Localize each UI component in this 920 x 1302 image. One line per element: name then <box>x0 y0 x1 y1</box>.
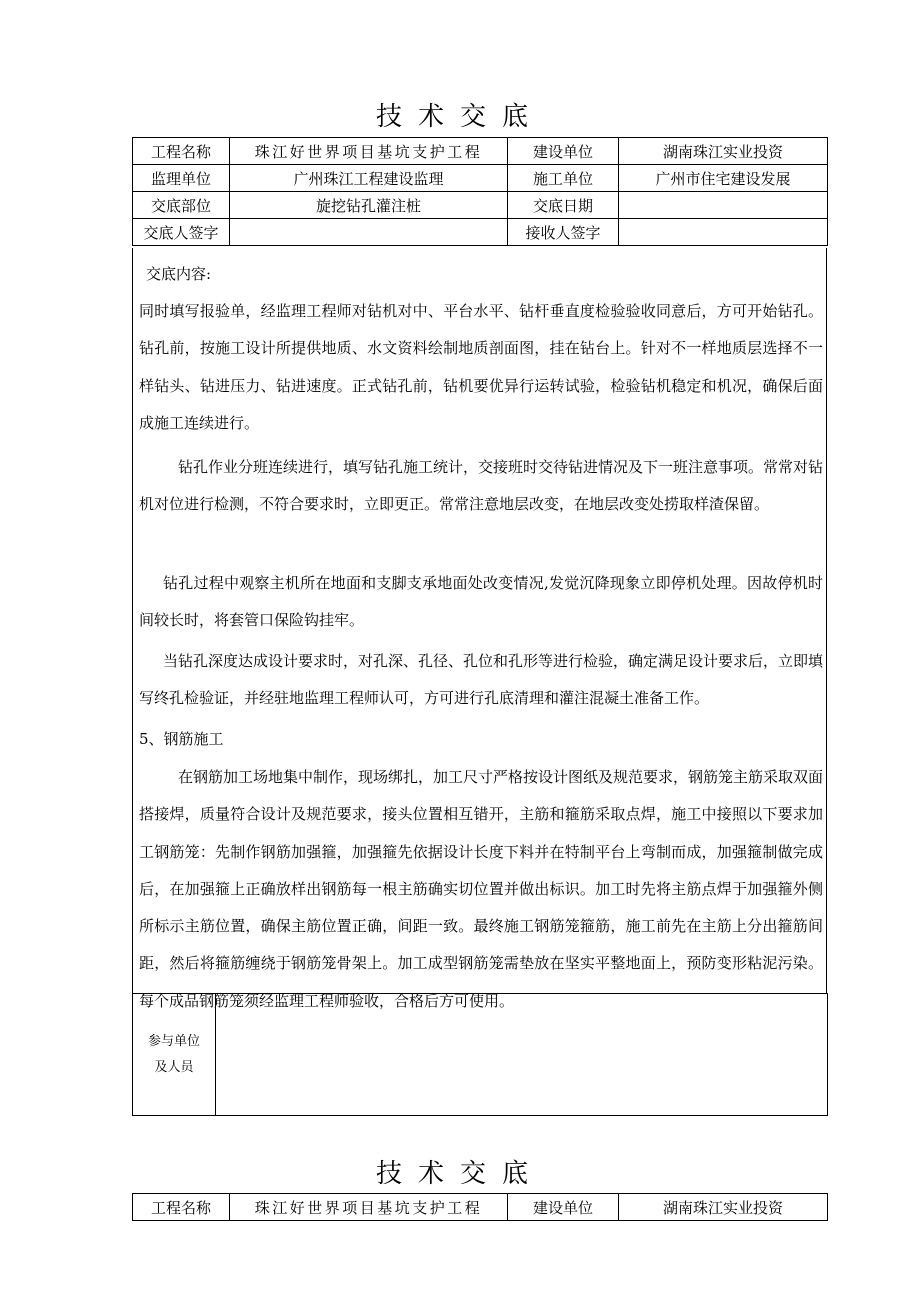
paragraph: 钻孔作业分班连续进行，填写钻孔施工统计，交接班时交待钻进情况及下一班注意事项。常常对钻机对位进行检测，不符合要求时，立即更正。常常注意地层改变，在地层改变处捞取样渣保留。 <box>139 458 824 514</box>
field-label: 工程名称 <box>133 138 230 165</box>
field-label: 交底部位 <box>133 192 230 219</box>
paragraph: 当钻孔深度达成设计要求时，对孔深、孔径、孔位和孔形等进行检验，确定满足设计要求后，立即填写终孔检验证，并经驻地监理工程师认可，方可进行孔底清理和灌注混凝土准备工作。 <box>139 652 824 708</box>
field-label: 监理单位 <box>133 165 230 192</box>
section-heading: 5、钢筋施工 <box>139 730 224 748</box>
supervisor-value: 广州珠江工程建设监理 <box>230 165 508 192</box>
page-title: 技术交底 <box>375 1159 544 1189</box>
builder-value: 湖南珠江实业投资 <box>619 138 828 165</box>
paragraph: 在钢筋加工场地集中制作，现场绑扎，加工尺寸严格按设计图纸及规范要求，钢筋笼主筋采取双面搭接焊，质量符合设计及规范要求，接头位置相互错开，主筋和箍筋采取点焊，施工中接照以下要求加工钢筋笼：先制作钢筋加强箍，加强箍先依据设计长度下料并在特制平台上弯制而成，加强箍制做完成后，在加强箍上正确放样出钢筋每一根主筋确实切位置并做出标识。加工时先将主筋点焊于加强箍外侧所标示主筋位置，确保主筋位置正确，间距一致。最终施工钢筋笼箍筋，施工前先在主筋上分出箍筋间距，然后将箍筋缠绕于钢筋笼骨架上。加工成型钢筋笼需垫放在坚实平整地面上，预防变形粘泥污染。每个成品钢筋笼须经监理工程师验收，合格后方可使用。 <box>139 768 824 1010</box>
page-title: 技术交底 <box>375 102 544 132</box>
field-label: 交底日期 <box>508 192 619 219</box>
participants-value <box>216 994 828 1116</box>
field-label: 建设单位 <box>508 138 619 165</box>
paragraph: 钻孔过程中观察主机所在地面和支脚支承地面处改变情况,发觉沉降现象立即停机处理。因故停机时间较长时，将套管口保险钩挂牢。 <box>139 574 823 630</box>
project-info-table <box>132 137 828 246</box>
table-row <box>133 994 828 1116</box>
date-value <box>619 192 828 219</box>
contractor-value: 广州市住宅建设发展 <box>619 165 828 192</box>
builder-value: 湖南珠江实业投资 <box>619 1194 828 1221</box>
participants-label-line: 参与单位 <box>147 1033 200 1049</box>
project-name-value: 珠江好世界项目基坑支护工程 <box>230 1194 508 1221</box>
participants-table <box>132 993 828 1116</box>
paragraph: 同时填写报验单，经监理工程师对钻机对中、平台水平、钻杆垂直度检验验收同意后，方可开始钻孔。钻孔前，按施工设计所提供地质、水文资料绘制地质剖面图，挂在钻台上。针对不一样地质层选择不一样钻头、钻进压力、钻进速度。正式钻孔前，钻机要优异行运转试验，检验钻机稳定和机况，确保后面成施工连续进行。 <box>139 302 823 432</box>
table-row <box>133 165 828 192</box>
table-row <box>133 192 828 219</box>
table-row <box>133 1194 828 1221</box>
field-label: 交底人签字 <box>133 219 230 246</box>
project-info-table <box>132 1193 828 1221</box>
presenter-signature <box>230 219 508 246</box>
project-name-value: 珠江好世界项目基坑支护工程 <box>230 138 508 165</box>
content-label: 交底内容: <box>146 265 212 283</box>
field-label: 工程名称 <box>133 1194 230 1221</box>
table-row <box>133 138 828 165</box>
field-label: 接收人签字 <box>508 219 619 246</box>
receiver-signature <box>619 219 828 246</box>
field-label: 施工单位 <box>508 165 619 192</box>
field-label: 建设单位 <box>508 1194 619 1221</box>
participants-label <box>133 994 216 1116</box>
location-value: 旋挖钻孔灌注桩 <box>230 192 508 219</box>
table-row <box>133 219 828 246</box>
participants-label-line: 及人员 <box>154 1059 194 1075</box>
